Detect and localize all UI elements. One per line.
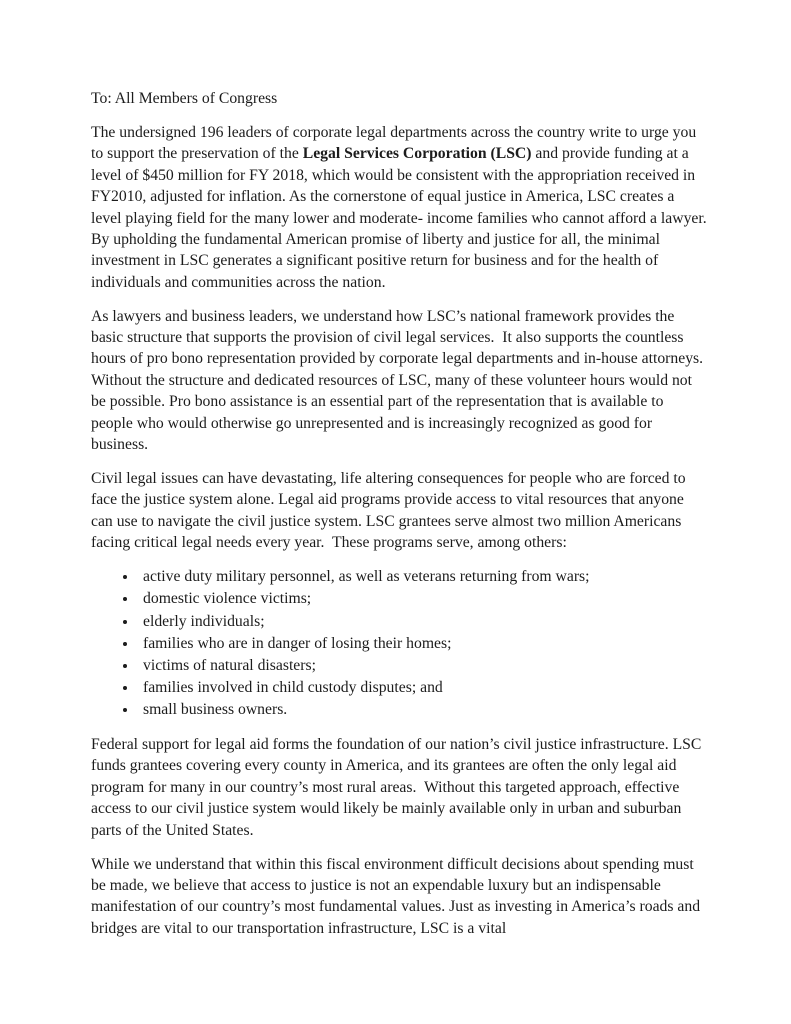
bullet-item: • domestic violence victims; [138,588,707,610]
bullet-list [91,566,707,721]
bullet-item: • families involved in child custody disputes; and [138,677,707,699]
paragraph-4: Federal support for legal aid forms the foundation of our nation’s civil justice infrastructure. LSC funds grantees covering every county in America, and its grantees are often the only legal aid program for many in our country’s most rural areas. Without this targeted approach, effective access to our civil justice system would likely be mainly available only in urban and suburban parts of the United States. [91,736,706,839]
bullet-item: • active duty military personnel, as well as veterans returning from wars; [138,566,707,588]
bullet-item: • elderly individuals; [138,611,707,633]
paragraph-1-text-before-bold: The undersigned 196 leaders of corporate legal departments across the country write to urge you to support the preservation of the [91,123,701,163]
paragraph-3: Civil legal issues can have devastating, life altering consequences for people who are forced to face the justice system alone. Legal aid programs provide access to vital resources that anyone can use to navigate the civil justice system. LSC grantees serve almost two million Americans facing critical legal needs every year. These programs serve, among others: [91,470,690,552]
paragraph-5: While we understand that within this fiscal environment difficult decisions about spending must be made, we believe that access to justice is not an expendable luxury but an indispensable manifestation of our country’s most fundamental values. Just as investing in America’s roads and bridges are vital to our transportation infrastructure, LSC is a vital [91,855,704,937]
bullet-item: • families who are in danger of losing their homes; [138,633,707,655]
paragraph-1-text-after-bold: and provide funding at a level of $450 million for FY 2018, which would be consistent with the appropriation received in FY2010, adjusted for inflation. As the cornerstone of equal justice in America, LSC creates a level playing field for the many lower and moderate- income families who cannot afford a lawyer. By upholding the fundamental American promise of liberty and justice for all, the minimal investment in LSC generates a significant positive return for business and for the health of individuals and communities across the nation. [91,145,711,291]
paragraph-1-bold-lsc: Legal Services Corporation (LSC) [302,145,532,163]
paragraph-1 [91,122,711,293]
bullet-item: • small business owners. [138,699,707,721]
letter-body [91,88,711,952]
bullet-item: • victims of natural disasters; [138,655,707,677]
salutation-line: To: All Members of Congress [91,90,278,107]
paragraph-2: As lawyers and business leaders, we understand how LSC’s national framework provides the basic structure that supports the provision of civil legal services. It also supports the countless hours of pro bono representation provided by corporate legal departments and in-house attorneys. Without the structure and dedicated resources of LSC, many of these volunteer hours would not be possible. Pro bono assistance is an essential part of the representation that is available to people who would otherwise go unrepresented and is increasingly recognized as good for business. [91,307,711,454]
